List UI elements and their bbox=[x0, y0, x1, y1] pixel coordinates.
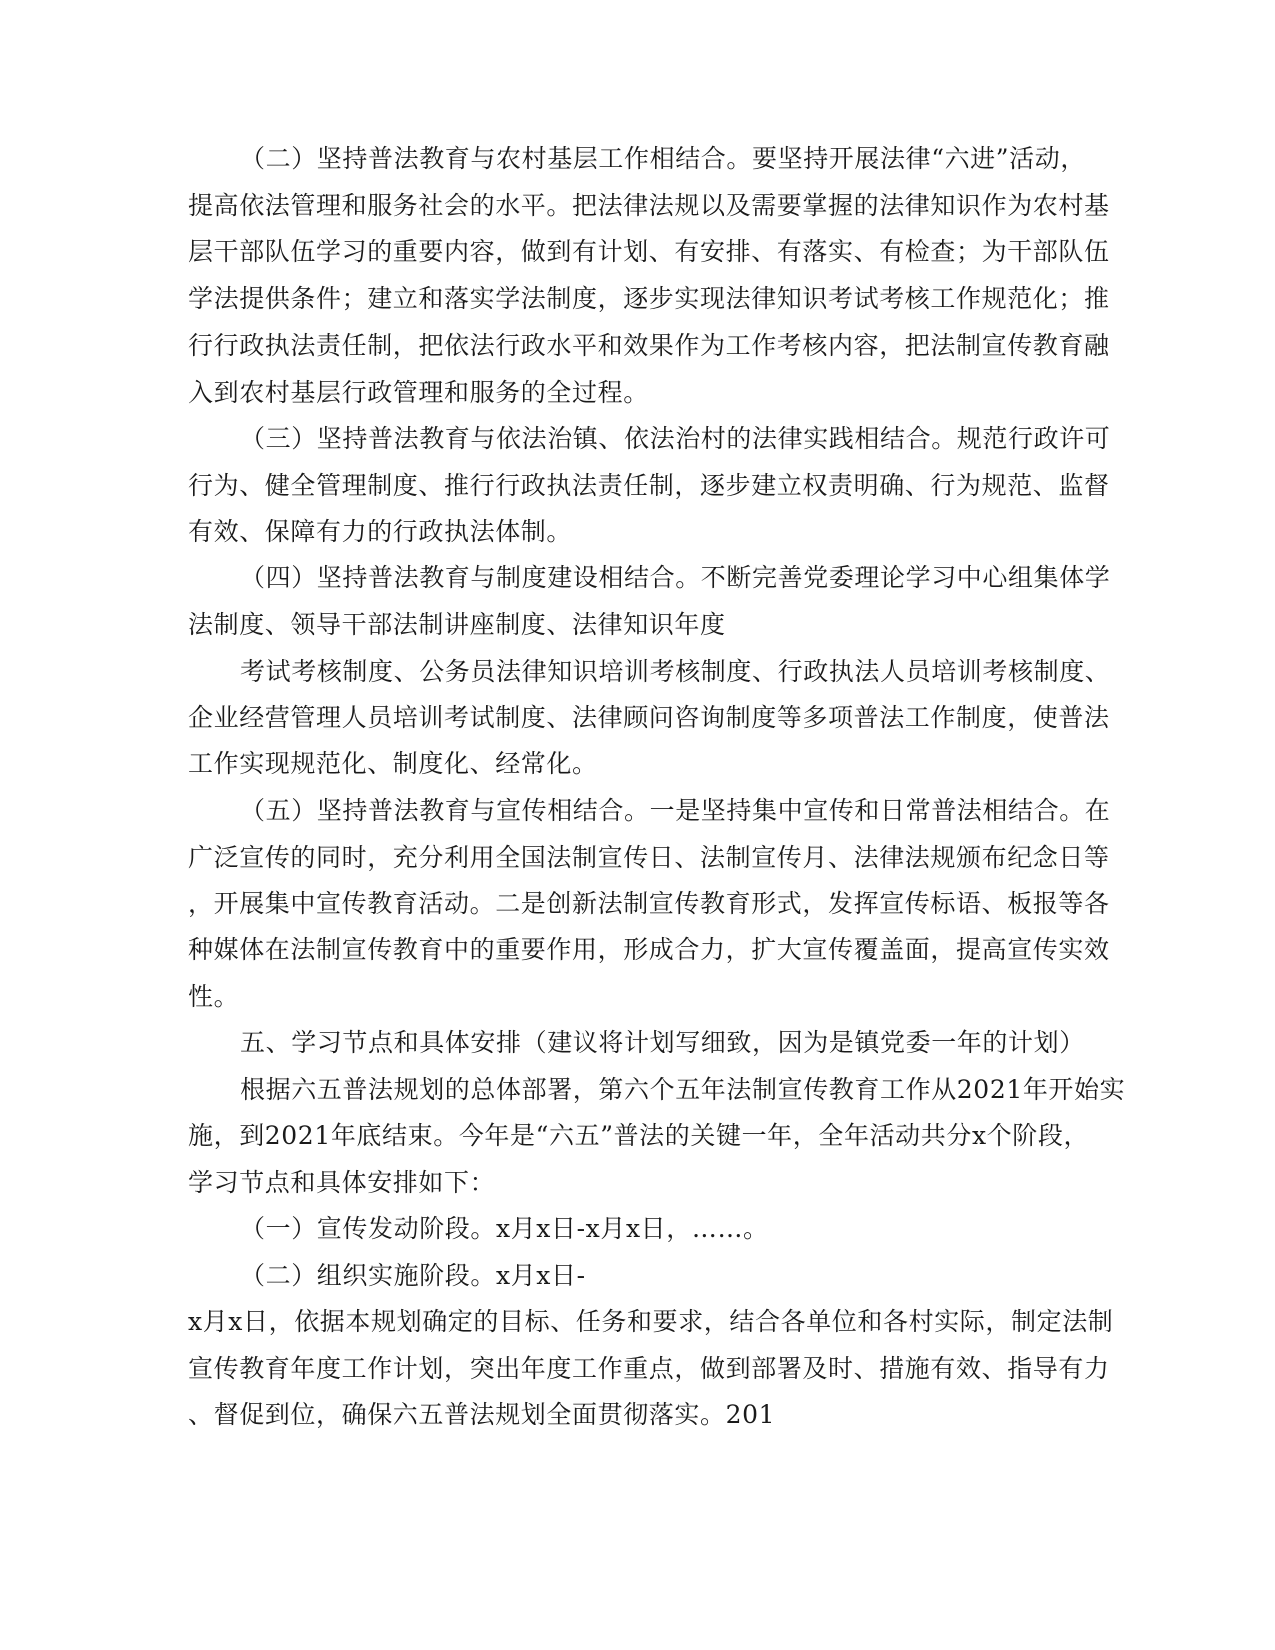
text-line: x月x日，依据本规划确定的目标、任务和要求，结合各单位和各村实际，制定法制 bbox=[188, 1307, 1114, 1336]
text-line: 施，到2021年底结束。今年是“六五”普法的关键一年，全年活动共分x个阶段， bbox=[188, 1121, 1090, 1150]
text-line: 学法提供条件；建立和落实学法制度，逐步实现法律知识考试考核工作规范化；推 bbox=[188, 284, 1110, 313]
text-line: （二）组织实施阶段。x月x日- bbox=[240, 1261, 586, 1290]
text-line: （三）坚持普法教育与依法治镇、依法治村的法律实践相结合。规范行政许可 bbox=[240, 424, 1111, 453]
text-line: ，开展集中宣传教育活动。二是创新法制宣传教育形式，发挥宣传标语、板报等各 bbox=[188, 889, 1110, 918]
text-line: 行为、健全管理制度、推行行政执法责任制，逐步建立权责明确、行为规范、监督 bbox=[188, 471, 1110, 500]
text-line: 宣传教育年度工作计划，突出年度工作重点，做到部署及时、措施有效、指导有力 bbox=[188, 1354, 1110, 1383]
text-line: 学习节点和具体安排如下： bbox=[188, 1168, 496, 1197]
text-line: 性。 bbox=[188, 982, 240, 1011]
text-line: 行行政执法责任制，把依法行政水平和效果作为工作考核内容，把法制宣传教育融 bbox=[188, 331, 1110, 360]
text-line: 根据六五普法规划的总体部署，第六个五年法制宣传教育工作从2021年开始实 bbox=[240, 1075, 1126, 1104]
text-line: 、督促到位，确保六五普法规划全面贯彻落实。201 bbox=[188, 1400, 776, 1429]
section-heading: 五、学习节点和具体安排（建议将计划写细致，因为是镇党委一年的计划） bbox=[240, 1028, 1085, 1057]
text-line: 提高依法管理和服务社会的水平。把法律法规以及需要掌握的法律知识作为农村基 bbox=[188, 191, 1110, 220]
text-line: 广泛宣传的同时，充分利用全国法制宣传日、法制宣传月、法律法规颁布纪念日等 bbox=[188, 843, 1110, 872]
text-line: （一）宣传发动阶段。x月x日-x月x日，……。 bbox=[240, 1214, 769, 1243]
text-line: 层干部队伍学习的重要内容，做到有计划、有安排、有落实、有检查；为干部队伍 bbox=[188, 237, 1110, 266]
text-line: （五）坚持普法教育与宣传相结合。一是坚持集中宣传和日常普法相结合。在 bbox=[240, 796, 1111, 825]
text-line: 入到农村基层行政管理和服务的全过程。 bbox=[188, 378, 649, 407]
text-line: 有效、保障有力的行政执法体制。 bbox=[188, 517, 573, 546]
text-line: 企业经营管理人员培训考试制度、法律顾问咨询制度等多项普法工作制度，使普法 bbox=[188, 703, 1110, 732]
text-line: 工作实现规范化、制度化、经常化。 bbox=[188, 749, 598, 778]
text-line: （四）坚持普法教育与制度建设相结合。不断完善党委理论学习中心组集体学 bbox=[240, 563, 1111, 592]
text-line: 法制度、领导干部法制讲座制度、法律知识年度 bbox=[188, 610, 726, 639]
text-line: 种媒体在法制宣传教育中的重要作用，形成合力，扩大宣传覆盖面，提高宣传实效 bbox=[188, 935, 1110, 964]
text-line: （二）坚持普法教育与农村基层工作相结合。要坚持开展法律“六进”活动， bbox=[240, 144, 1086, 173]
text-line: 考试考核制度、公务员法律知识培训考核制度、行政执法人员培训考核制度、 bbox=[240, 657, 1111, 686]
